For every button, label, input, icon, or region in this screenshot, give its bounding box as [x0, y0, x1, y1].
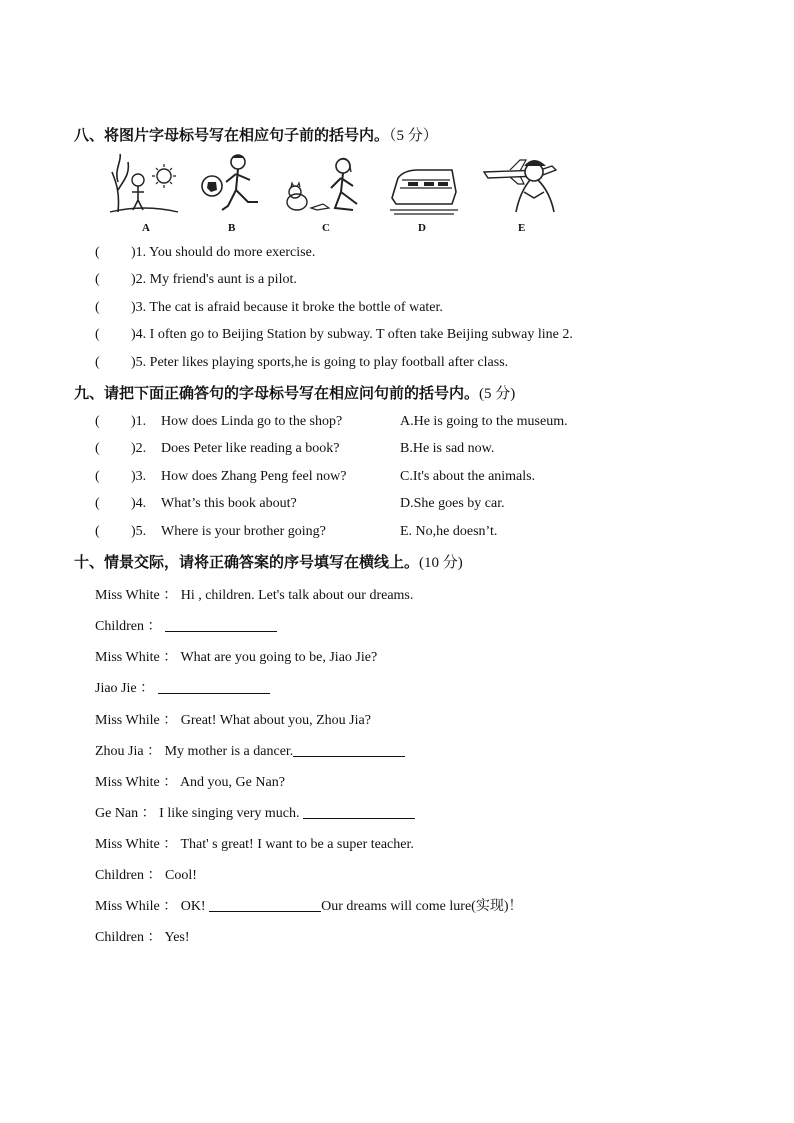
answer-blank[interactable]: [303, 806, 415, 819]
item-text: My friend's aunt is a pilot.: [149, 272, 297, 287]
picture-strip: [108, 152, 578, 234]
dialogue-text: My mother is a dancer.: [164, 744, 294, 759]
dialogue-line-8: [95, 802, 415, 822]
answer-paren[interactable]: (: [95, 355, 100, 370]
dialogue-line-1: [95, 584, 413, 604]
answer-paren[interactable]: (: [95, 469, 100, 484]
section8-item-4: [95, 327, 573, 343]
answer-paren[interactable]: (: [95, 524, 100, 539]
dialogue-line-6: [95, 740, 405, 760]
section9-heading-text: 九、请把下面正确答句的字母标号写在相应问句前的括号内。: [74, 384, 480, 402]
question-text: How does Linda go to the shop?: [161, 414, 343, 429]
section9-points: (5 分): [479, 386, 516, 402]
item-text: I often go to Beijing Station by subway. T often take Beijing subway line 2.: [149, 327, 573, 342]
answer-blank[interactable]: [158, 681, 270, 694]
dialogue-text: Yes!: [164, 930, 190, 945]
answer-option: C.It's about the animals.: [400, 469, 536, 484]
question-text: Where is your brother going?: [161, 524, 326, 539]
dialogue-text: Great! What about you, Zhou Jia?: [180, 713, 371, 728]
dialogue-line-7: [95, 771, 285, 791]
section8-points: （5 分）: [389, 128, 438, 144]
picture-label-c: C: [322, 222, 330, 234]
item-number: )2.: [131, 272, 147, 287]
item-number: )3.: [131, 469, 147, 484]
dialogue-line-3: [95, 646, 377, 666]
speaker-name: Miss While ：: [95, 713, 178, 728]
answer-option: D.She goes by car.: [400, 496, 505, 511]
question-text: How does Zhang Peng feel now?: [161, 469, 347, 484]
item-number: )2.: [131, 441, 147, 456]
speaker-name: Miss White ：: [95, 775, 178, 790]
speaker-name: Children ：: [95, 619, 162, 634]
speaker-name: Zhou Jia ：: [95, 744, 162, 759]
answer-paren[interactable]: (: [95, 300, 100, 315]
dialogue-text: I like singing very much.: [159, 806, 300, 821]
section10-points: (10 分): [419, 555, 463, 571]
answer-paren[interactable]: (: [95, 272, 100, 287]
question-text: Does Peter like reading a book?: [161, 441, 340, 456]
item-number: )1.: [131, 245, 147, 260]
answer-paren[interactable]: (: [95, 245, 100, 260]
dialogue-line-9: [95, 833, 414, 853]
item-text: The cat is afraid because it broke the bottle of water.: [149, 300, 443, 315]
speaker-name: Miss White ：: [95, 837, 178, 852]
section9-item-3: [95, 469, 695, 485]
item-number: )4.: [131, 327, 147, 342]
speaker-name: Children ：: [95, 868, 162, 883]
section8-heading: [74, 124, 438, 145]
dialogue-line-10: [95, 864, 197, 884]
item-text: You should do more exercise.: [149, 245, 316, 260]
section8-item-3: [95, 300, 443, 316]
answer-option: E. No,he doesn’t.: [400, 524, 498, 539]
dialogue-line-12: [95, 926, 190, 946]
picture-label-d: D: [418, 222, 426, 234]
dialogue-text-after: Our dreams will come lure(实现)！: [321, 899, 523, 914]
section8-item-1: [95, 245, 315, 261]
dialogue-line-2: [95, 615, 277, 635]
section9-item-5: [95, 524, 695, 540]
speaker-name: Miss While ：: [95, 899, 178, 914]
answer-option: B.He is sad now.: [400, 441, 495, 456]
dialogue-text: OK!: [180, 899, 206, 914]
answer-blank[interactable]: [293, 744, 405, 757]
dialogue-text: And you, Ge Nan?: [179, 775, 285, 790]
dialogue-text: That' s great! I want to be a super teacher.: [180, 837, 414, 852]
dialogue-line-5: [95, 709, 371, 729]
picture-label-b: B: [228, 222, 236, 234]
picture-a-child-tree-sun: [108, 152, 180, 218]
section8-heading-text: 八、将图片字母标号写在相应句子前的括号内。: [74, 126, 390, 144]
item-number: )5.: [131, 355, 147, 370]
section8-item-2: [95, 272, 297, 288]
answer-paren[interactable]: (: [95, 496, 100, 511]
section10-heading: [74, 551, 463, 572]
picture-d-subway-train: [388, 152, 460, 218]
answer-paren[interactable]: (: [95, 327, 100, 342]
item-text: Peter likes playing sports,he is going to play football after class.: [149, 355, 509, 370]
speaker-name: Children ：: [95, 930, 162, 945]
picture-c-cat-broken-bottle: [283, 152, 369, 218]
question-text: What’s this book about?: [161, 496, 297, 511]
picture-b-football-player: [198, 152, 268, 218]
item-number: )3.: [131, 300, 147, 315]
picture-e-pilot-plane: [480, 152, 572, 218]
section9-heading: [74, 382, 515, 403]
item-number: )5.: [131, 524, 147, 539]
picture-label-a: A: [142, 222, 150, 234]
speaker-name: Miss White ：: [95, 588, 178, 603]
dialogue-text: Cool!: [165, 868, 197, 883]
dialogue-line-4: [95, 677, 270, 697]
dialogue-text: Hi , children. Let's talk about our dreams.: [180, 588, 414, 603]
section9-item-2: [95, 441, 695, 457]
answer-paren[interactable]: (: [95, 414, 100, 429]
answer-blank[interactable]: [209, 899, 321, 912]
speaker-name: Jiao Jie ：: [95, 681, 155, 696]
section9-item-4: [95, 496, 695, 512]
picture-label-e: E: [518, 222, 526, 234]
item-number: )1.: [131, 414, 147, 429]
section8-item-5: [95, 355, 508, 371]
dialogue-text: What are you going to be, Jiao Jie?: [180, 650, 378, 665]
speaker-name: Ge Nan ：: [95, 806, 156, 821]
section9-item-1: [95, 414, 695, 430]
dialogue-line-11: [95, 895, 522, 915]
answer-blank[interactable]: [165, 619, 277, 632]
answer-paren[interactable]: (: [95, 441, 100, 456]
section10-heading-text: 十、情景交际，请将正确答案的序号填写在横线上。: [74, 553, 420, 571]
answer-option: A.He is going to the museum.: [400, 414, 568, 429]
item-number: )4.: [131, 496, 147, 511]
speaker-name: Miss White ：: [95, 650, 178, 665]
